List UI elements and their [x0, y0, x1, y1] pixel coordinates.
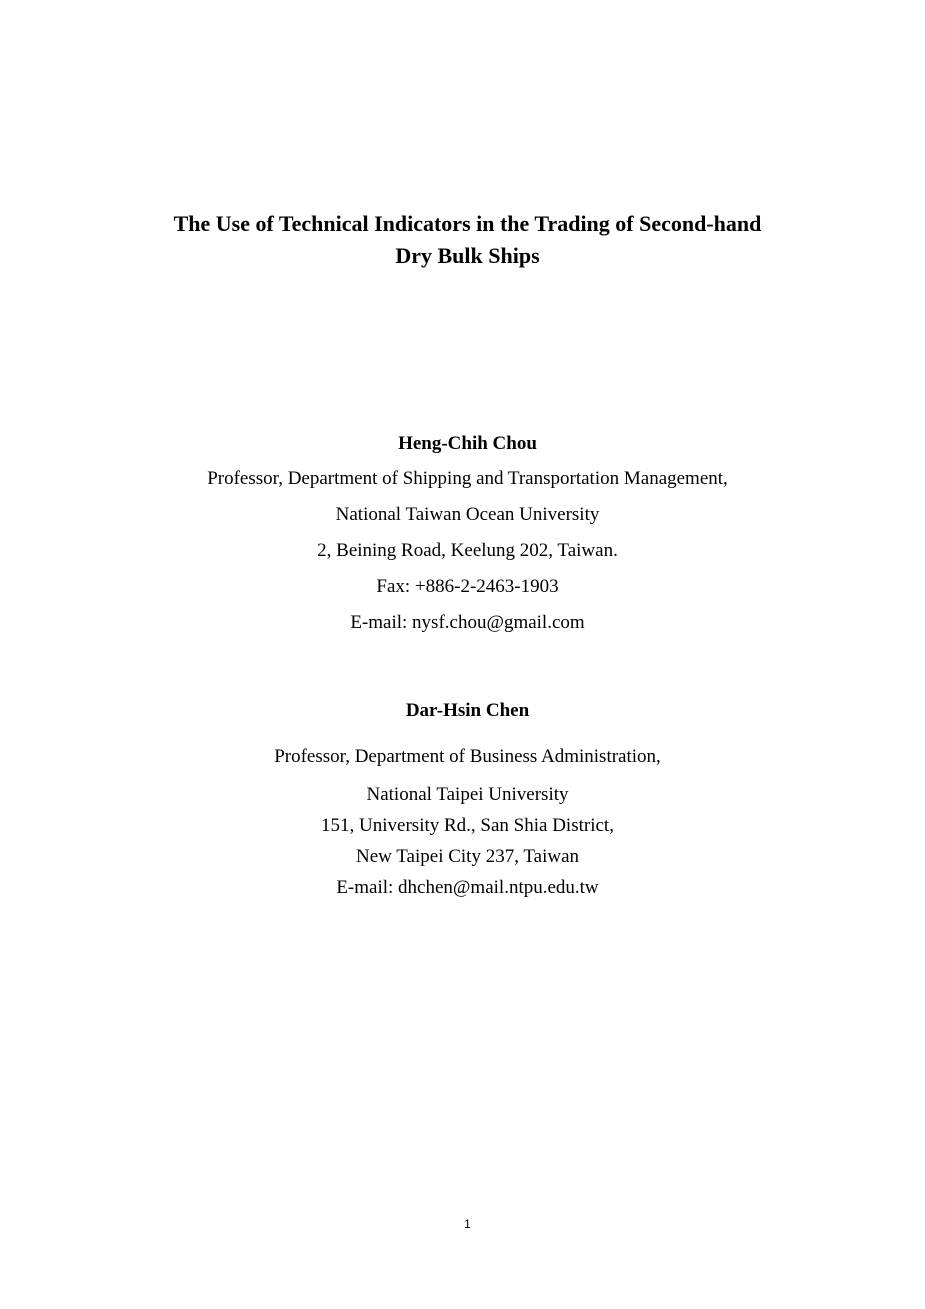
author-institution: National Taipei University: [366, 784, 569, 805]
title-line: The Use of Technical Indicators in the Trading of Second-hand: [173, 211, 762, 236]
author-institution: National Taiwan Ocean University: [335, 504, 600, 525]
author-name: Heng-Chih Chou: [398, 433, 537, 454]
author-fax: Fax: +886-2-2463-1903: [376, 576, 559, 597]
author-address: 151, University Rd., San Shia District,: [321, 815, 614, 836]
paper-title: [0, 208, 925, 272]
author-city: New Taipei City 237, Taiwan: [355, 846, 580, 867]
author-position: Professor, Department of Business Administration,: [274, 746, 661, 767]
author-name: Dar-Hsin Chen: [405, 700, 530, 721]
author-email: E-mail: dhchen@mail.ntpu.edu.tw: [336, 877, 599, 898]
author-block-1: [0, 431, 925, 641]
title-line: Dry Bulk Ships: [395, 243, 540, 268]
page-number: 1: [464, 1217, 471, 1231]
author-email: E-mail: nysf.chou@gmail.com: [350, 612, 585, 633]
author-position: Professor, Department of Shipping and Transportation Management,: [207, 468, 728, 489]
author-block-2: [0, 698, 925, 901]
author-address: 2, Beining Road, Keelung 202, Taiwan.: [317, 540, 618, 561]
